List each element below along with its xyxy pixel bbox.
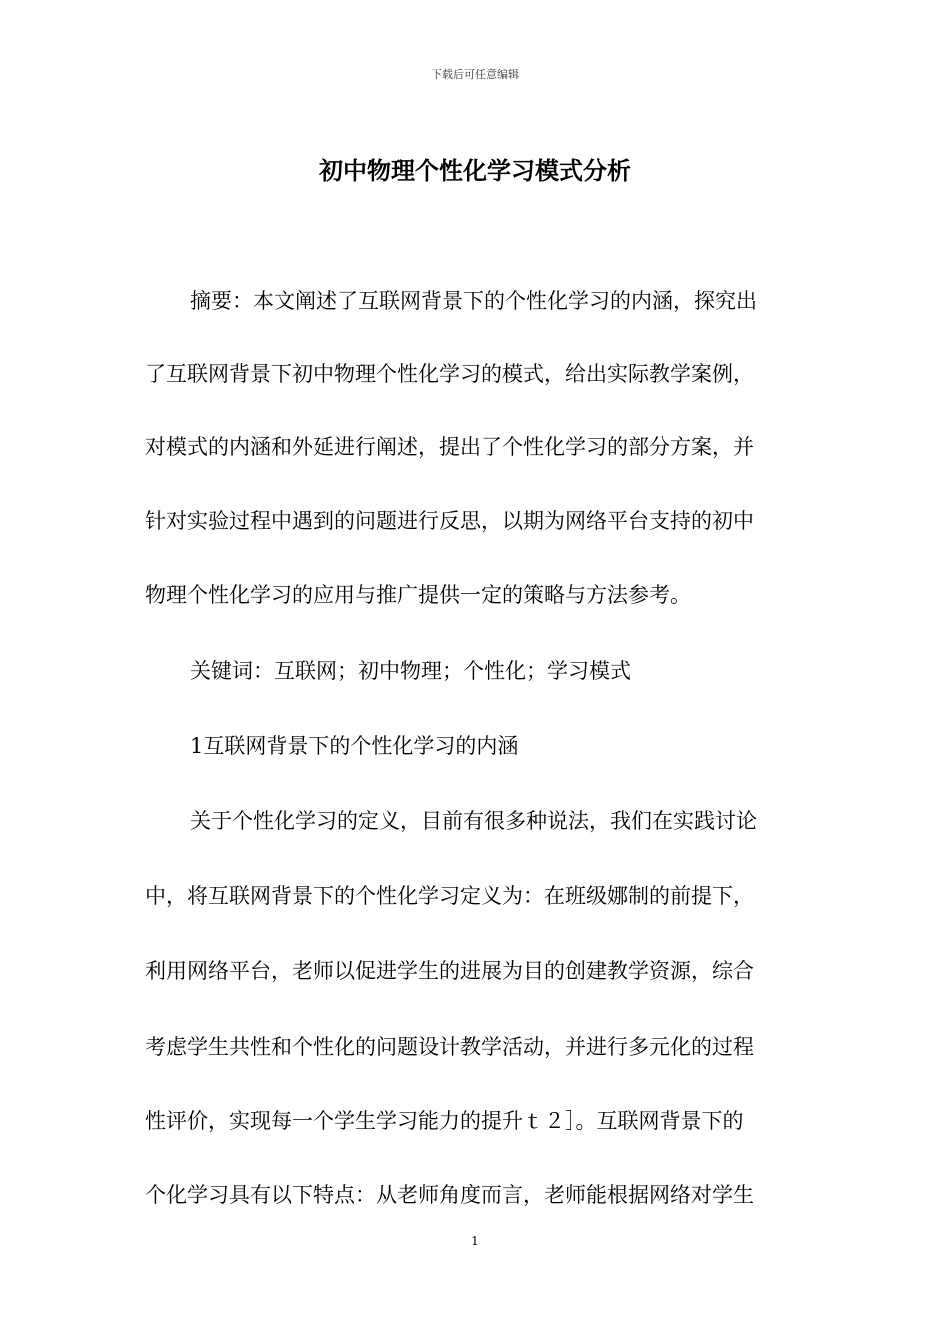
page-number: 1: [471, 1234, 479, 1248]
abstract-line-3: 对模式的内涵和外延进行阐述，提出了个性化学习的部分方案，并: [145, 435, 754, 459]
abstract-line-5: 物理个性化学习的应用与推广提供一定的策略与方法参考。: [145, 583, 691, 607]
keywords-line: 关键词：互联网；初中物理；个性化；学习模式: [190, 659, 631, 683]
abstract-line-2: 了互联网背景下初中物理个性化学习的模式，给出实际教学案例，: [145, 362, 754, 386]
document-title: 初中物理个性化学习模式分析: [319, 156, 631, 185]
page-header-note: 下载后可任意编辑: [431, 68, 519, 81]
abstract-line-4: 针对实验过程中遇到的问题进行反思，以期为网络平台支持的初中: [145, 509, 754, 533]
body-line-2: 中，将互联网背景下的个性化学习定义为：在班级娜制的前提下，: [145, 884, 754, 908]
body-line-5: 性评价，实现每一个学生学习能力的提升ｔ２］。互联网背景下的: [145, 1109, 744, 1133]
abstract-line-1: 摘要：本文阐述了互联网背景下的个性化学习的内涵，探究出: [190, 289, 757, 313]
body-line-4: 考虑学生共性和个性化的问题设计教学活动，并进行多元化的过程: [145, 1035, 754, 1059]
body-line-6: 个化学习具有以下特点：从老师角度而言，老师能根据网络对学生: [145, 1183, 754, 1207]
body-line-1: 关于个性化学习的定义，目前有很多种说法，我们在实践讨论: [190, 809, 757, 833]
body-line-3: 利用网络平台，老师以促进学生的进展为目的创建教学资源，综合: [145, 959, 754, 983]
section-heading: 1互联网背景下的个性化学习的内涵: [190, 734, 519, 758]
